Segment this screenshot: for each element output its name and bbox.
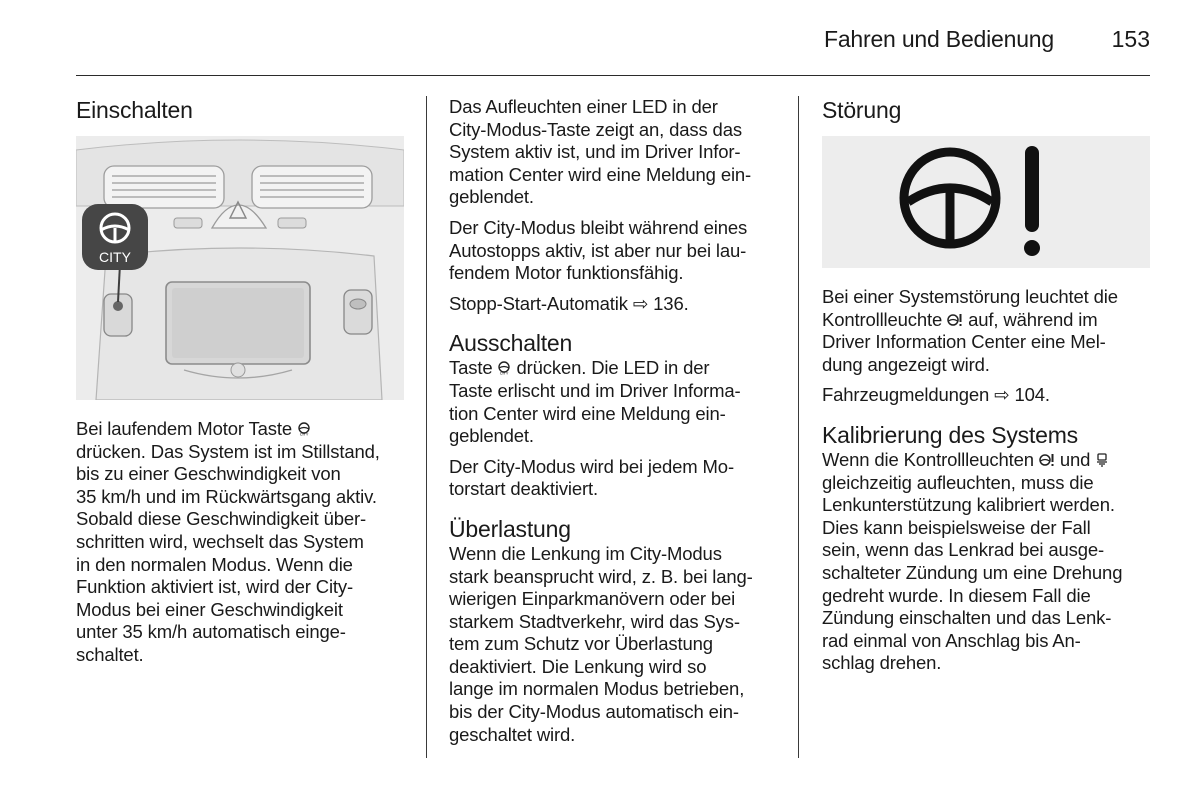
page-section-title: Fahren und Bedienung — [823, 26, 1054, 52]
dashboard-drawing — [76, 136, 404, 400]
stoerung-paragraph: Bei einer Systemstörung leuchtet die Kontrollleuchte auf, während im Driver Information Center eine Mel- dung angezeigt wird. — [822, 286, 1118, 375]
steering-warning-icon — [1039, 453, 1055, 467]
steering-warning-illustration — [822, 136, 1150, 268]
heading-ueberlastung: Überlastung — [449, 515, 571, 542]
einschalten-paragraph: Bei laufendem Motor Taste CITY drücken. Das System ist im Stillstand, bis zu einer Geschwindigkeit von 35 km/h und im Rückwärtsgang aktiv. Sobald diese Geschwindigkeit über- schritten wird, wechselt das System in den normalen Modus. Wenn die Funktion aktiviert ist, wird der City- Modus bei einer Geschwindigkeit unter 35 km/h automatisch einge- schaltet. — [76, 418, 380, 665]
ueberlastung-paragraph: Wenn die Lenkung im City-Modus stark beansprucht wird, z. B. bei lang- wierigen Einparkmanövern oder bei starkem Stadtverkehr, wird das Sys- tem zum Schutz vor Überlastung deaktiviert. Die Lenkung wird so lange im normalen Modus betrieben, bis der City-Modus automatisch ein- geschaltet wird. — [449, 542, 753, 745]
city-steering-icon — [497, 361, 511, 375]
led-paragraph: Das Aufleuchten einer LED in der City-Modus-Taste zeigt an, dass das System aktiv ist, und im Driver Infor- mation Center wird eine Meldung ein- geblendet. — [449, 96, 752, 208]
page-number: 153 — [1111, 26, 1150, 52]
svg-text:CITY: CITY — [500, 370, 509, 376]
svg-text:CITY: CITY — [299, 431, 309, 436]
column-divider-2 — [798, 96, 799, 758]
city-button-label: CITY — [99, 249, 131, 265]
city-steering-icon — [297, 422, 311, 436]
line: Bei laufendem Motor Taste — [76, 418, 297, 439]
column-right — [822, 92, 1152, 675]
ausschalten-paragraph: Taste CITY drücken. Die LED in der Taste erlischt und im Driver Informa- tion Center wird eine Meldung ein- geblendet. — [449, 357, 741, 447]
heading-stoerung: Störung — [822, 97, 902, 123]
page-header — [76, 0, 1150, 76]
stopp-start-crossref[interactable]: Stopp-Start-Automatik ⇨ 136. — [449, 292, 689, 314]
heading-kalibrierung: Kalibrierung des Systems — [822, 421, 1078, 448]
autostop-paragraph: Der City-Modus bleibt während eines Autostopps aktiv, ist aber nur bei lau- fendem Motor funktionsfähig. — [449, 216, 748, 284]
fahrzeugmeldungen-crossref[interactable]: Fahrzeugmeldungen ⇨ 104. — [822, 384, 1050, 406]
kalibrierung-paragraph: Wenn die Kontrollleuchten und gleichzeitig aufleuchten, muss die Lenkunterstützung kalibriert werden. Dies kann beispielsweise der Fall sein, wenn das Lenkrad bei ausge- schalteter Zündung um eine Drehung gedreht wurde. In diesem Fall die Zündung einschalten und das Lenk- rad einmal von Anschlag bis An- schlag drehen. — [822, 448, 1123, 674]
column-middle — [449, 96, 779, 746]
steering-warning-icon — [822, 136, 1150, 268]
heading-ausschalten: Ausschalten — [449, 330, 573, 357]
motorstart-paragraph: Der City-Modus wird bei jedem Mo- torstart deaktiviert. — [449, 455, 734, 500]
steering-calibration-icon — [1095, 453, 1109, 467]
steering-warning-icon — [947, 313, 963, 327]
column-divider-1 — [426, 96, 427, 758]
dashboard-illustration — [76, 136, 404, 400]
heading-einschalten: Einschalten — [76, 97, 193, 123]
column-einschalten — [76, 92, 406, 667]
